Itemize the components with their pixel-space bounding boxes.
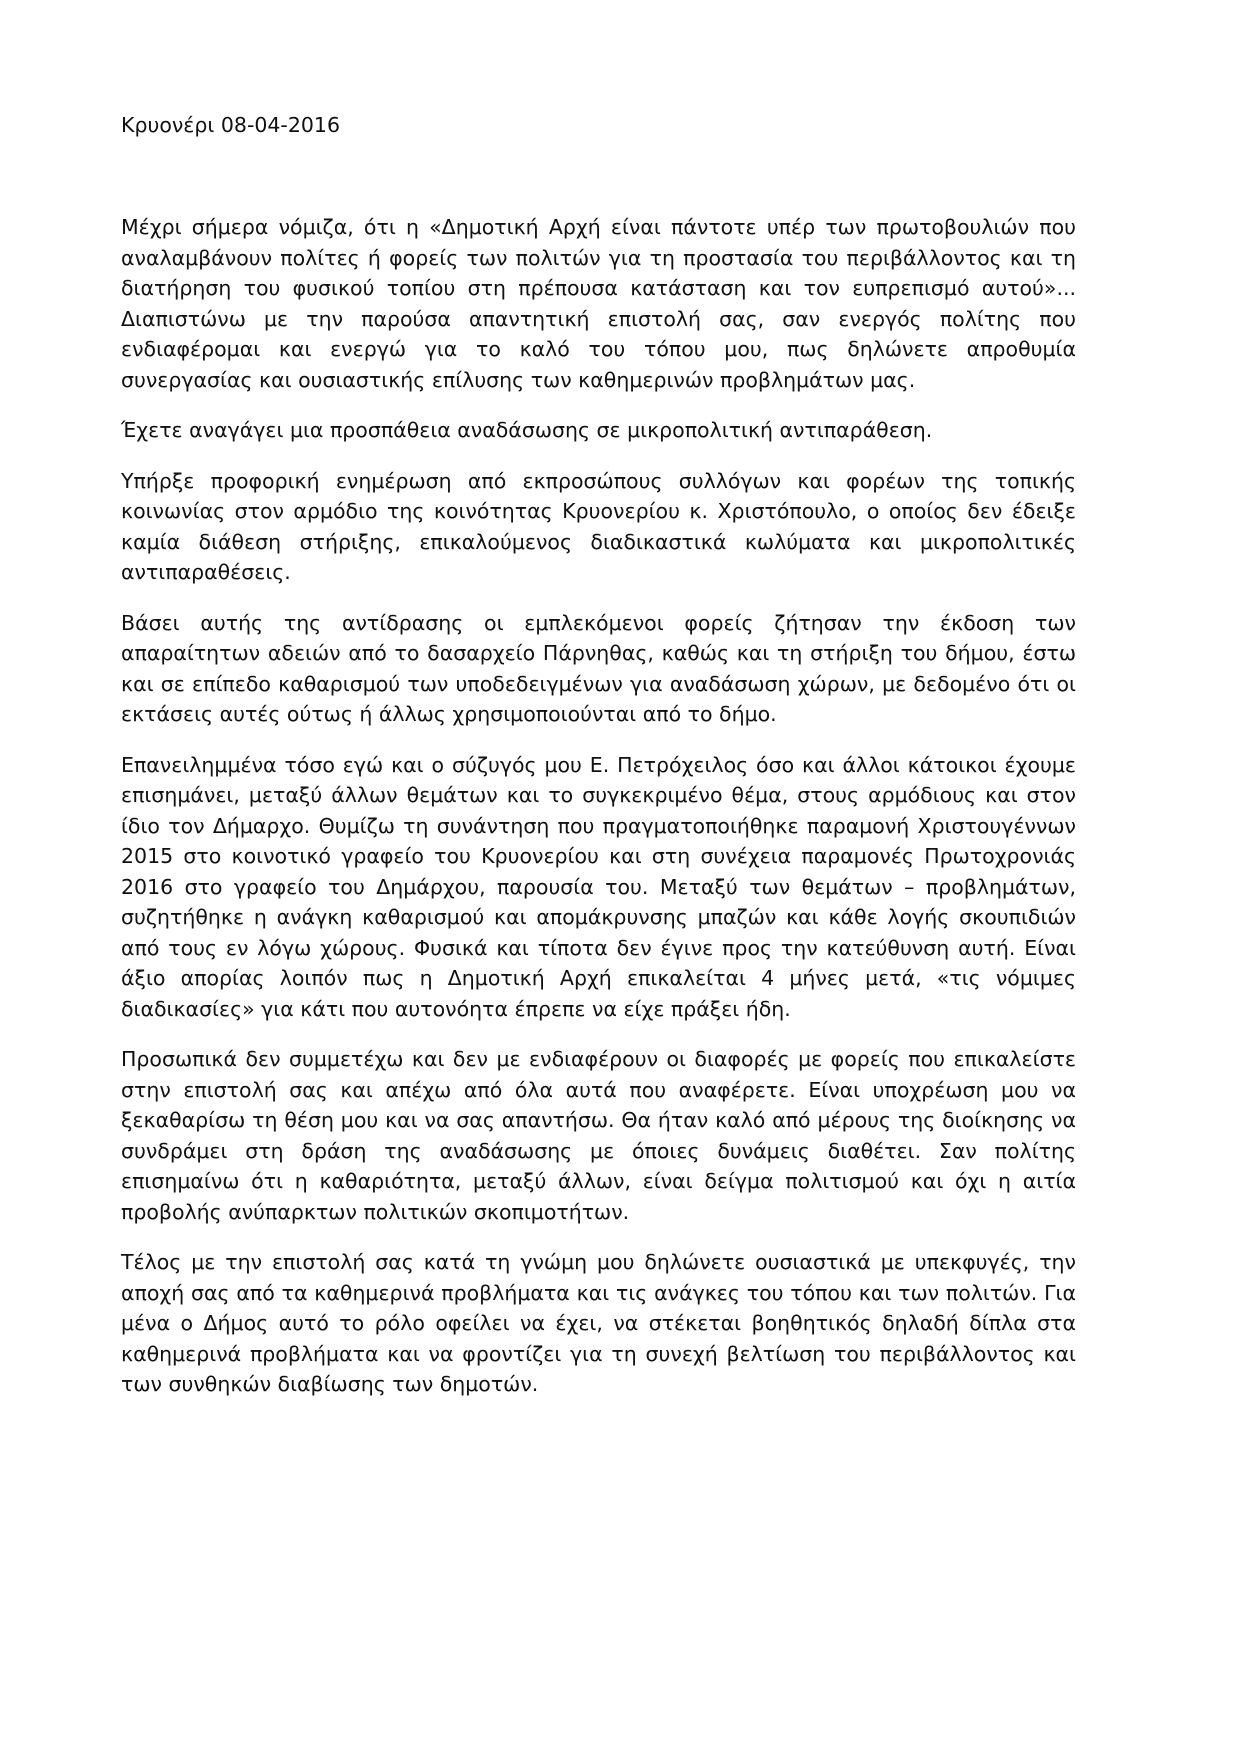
paragraph-2: Έχετε αναγάγει μια προσπάθεια αναδάσωσης σε μικροπολιτική αντιπαράθεση. xyxy=(121,418,933,442)
paragraph-7: Τέλος με την επιστολή σας κατά τη γνώμη μου δηλώνετε ουσιαστικά με υπεκφυγές, την αποχή σας από τα καθημερινά προβλήματα και τις ανάγκες του τόπου και των πολιτών. Για μένα ο Δήμος αυτό το ρόλο οφείλει να έχει, να στέκεται βοηθητικός δηλαδή δίπλα στα καθημερινά προβλήματα και να φροντίζει για τη συνεχή βελτίωση του περιβάλλοντος και των συνθηκών διαβίωσης των δημοτών. xyxy=(121,1250,1076,1396)
letter-body xyxy=(121,110,1076,1420)
letter-date: Κρυονέρι 08-04-2016 xyxy=(121,113,340,137)
paragraph-4: Βάσει αυτής της αντίδρασης οι εμπλεκόμενοι φορείς ζήτησαν την έκδοση των απαραίτητων αδειών από το δασαρχείο Πάρνηθας, καθώς και τη στήριξη του δήμου, έστω και σε επίπεδο καθαρισμού των υποδεδειγμένων για αναδάσωση χώρων, με δεδομένο ότι οι εκτάσεις αυτές ούτως ή άλλως χρησιμοποιούνται από το δήμο. xyxy=(121,610,1076,726)
paragraph-5: Επανειλημμένα τόσο εγώ και ο σύζυγός μου Ε. Πετρόχειλος όσο και άλλοι κάτοικοι έχουμε επισημάνει, μεταξύ άλλων θεμάτων και το συγκεκριμένο θέμα, στους αρμόδιους και στον ίδιο τον Δήμαρχο. Θυμίζω τη συνάντηση που πραγματοποιήθηκε παραμονή Χριστουγέννων 2015 στο κοινοτικό γραφείο του Κρυονερίου και στη συνέχεια παραμονές Πρωτοχρονιάς 2016 στο γραφείο του Δημάρχου, παρουσία του. Μεταξύ των θεμάτων – προβλημάτων, συζητήθηκε η ανάγκη καθαρισμού και απομάκρυνσης μπαζών και κάθε λογής σκουπιδιών από τους εν λόγω χώρους. Φυσικά και τίποτα δεν έγινε προς την κατεύθυνση αυτή. Είναι άξιο απορίας λοιπόν πως η Δημοτική Αρχή επικαλείται 4 μήνες μετά, «τις νόμιμες διαδικασίες» για κάτι που αυτονόητα έπρεπε να είχε πράξει ήδη. xyxy=(121,752,1076,1021)
paragraph-1: Μέχρι σήμερα νόμιζα, ότι η «Δημοτική Αρχή είναι πάντοτε υπέρ των πρωτοβουλιών που αναλαμβάνουν πολίτες ή φορείς των πολιτών για τη προστασία του περιβάλλοντος και τη διατήρηση του φυσικού τοπίου στη πρέπουσα κατάσταση και τον ευπρεπισμό αυτού»... Διαπιστώνω με την παρούσα απαντητική επιστολή σας, σαν ενεργός πολίτης που ενδιαφέρομαι και ενεργώ για το καλό του τόπου μου, πως δηλώνετε απροθυμία συνεργασίας και ουσιαστικής επίλυσης των καθημερινών προβλημάτων μας. xyxy=(121,215,1076,392)
paragraph-3: Υπήρξε προφορική ενημέρωση από εκπροσώπους συλλόγων και φορέων της τοπικής κοινωνίας στον αρμόδιο της κοινότητας Κρυονερίου κ. Χριστόπουλο, ο οποίος δεν έδειξε καμία διάθεση στήριξης, επικαλούμενος διαδικαστικά κωλύματα και μικροπολιτικές αντιπαραθέσεις. xyxy=(121,468,1076,584)
paragraph-6: Προσωπικά δεν συμμετέχω και δεν με ενδιαφέρουν οι διαφορές με φορείς που επικαλείστε στην επιστολή σας και απέχω από όλα αυτά που αναφέρετε. Είναι υποχρέωση μου να ξεκαθαρίσω τη θέση μου και να σας απαντήσω. Θα ήταν καλό από μέρους της διοίκησης να συνδράμει στη δράση της αναδάσωσης με όποιες δυνάμεις διαθέτει. Σαν πολίτης επισημαίνω ότι η καθαριότητα, μεταξύ άλλων, είναι δείγμα πολιτισμού και όχι η αιτία προβολής ανύπαρκτων πολιτικών σκοπιμοτήτων. xyxy=(121,1047,1076,1224)
